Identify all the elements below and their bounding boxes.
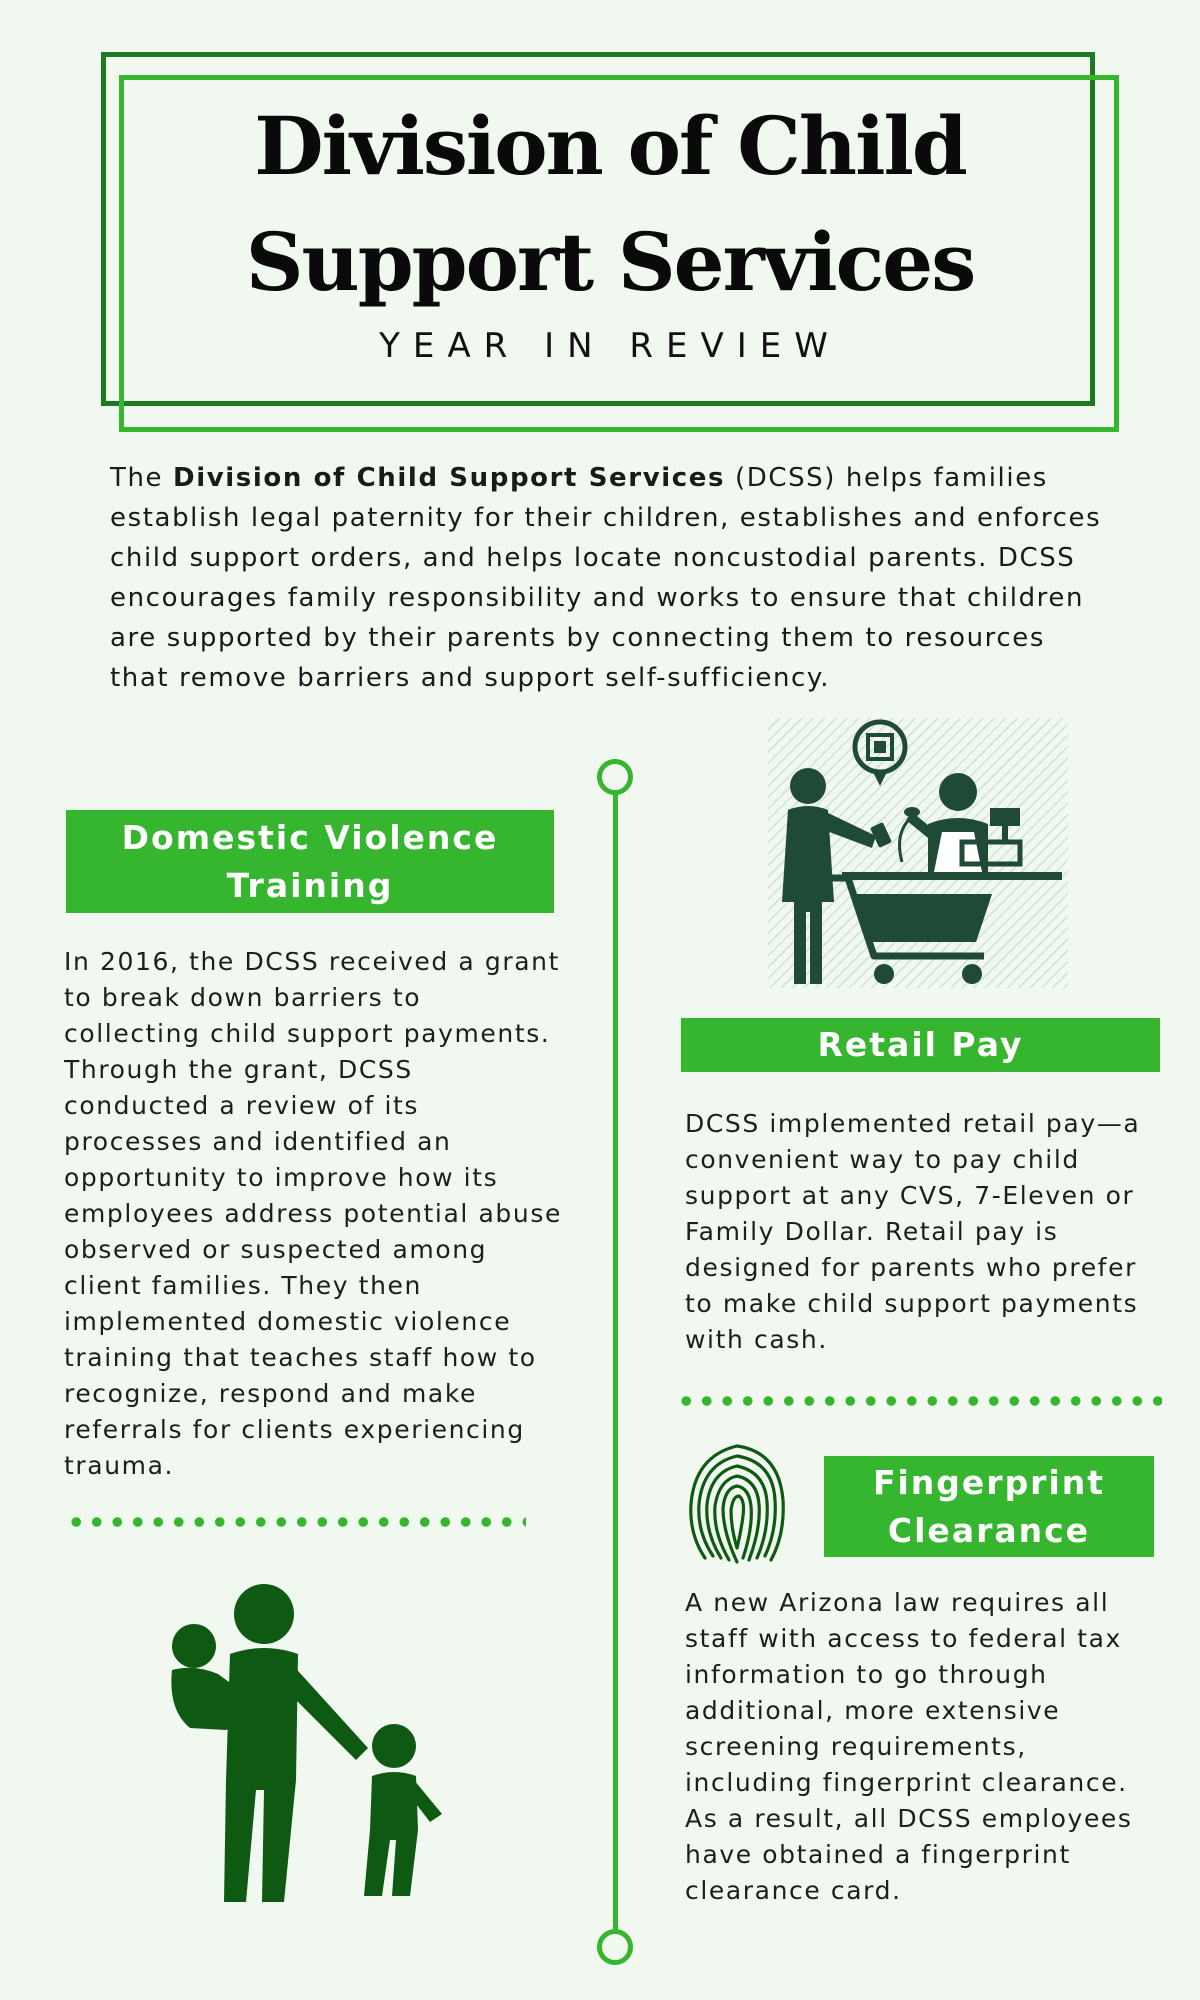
fingerprint-icon xyxy=(685,1438,789,1572)
domestic-violence-body: In 2016, the DCSS received a grant to break down barriers to collecting child support payments. Through the grant, DCSS conducted a review of its processes and identified an opportunity to improve how its employees address potential abuse observed or suspected among client families. They then implemented domestic violence training that teaches staff how to recognize, respond and make referrals for clients experiencing trauma. xyxy=(64,947,562,1480)
page-subtitle: YEAR IN REVIEW xyxy=(379,326,841,366)
dotted-divider-left xyxy=(66,1517,526,1527)
fingerprint-heading-line2: Clearance xyxy=(887,1510,1091,1550)
intro-paragraph xyxy=(110,458,1110,698)
intro-lead: The xyxy=(110,463,174,493)
domestic-violence-heading-line1: Domestic Violence xyxy=(121,817,499,857)
family-icon xyxy=(160,1570,460,1910)
timeline-line xyxy=(613,790,618,1940)
timeline-top-node xyxy=(597,759,633,795)
intro-rest: (DCSS) helps families establish legal paternity for their children, establishes and enforces child support orders, and helps locate noncustodial parents. DCSS encourages family responsibility and works to ensure that children are supported by their parents by connecting them to resources that remove barriers and support self-sufficiency. xyxy=(110,463,1102,693)
retail-pay-header: Retail Pay xyxy=(681,1018,1160,1072)
domestic-violence-heading-line2: Training xyxy=(226,865,394,905)
retail-pay-body: DCSS implemented retail pay—a convenient way to pay child support at any CVS, 7-Eleven or Family Dollar. Retail pay is designed for parents who prefer to make child support payments with cash. xyxy=(685,1109,1141,1354)
fingerprint-header xyxy=(824,1456,1154,1557)
page-title-line1: Division of Child xyxy=(254,99,966,193)
intro-bold: Division of Child Support Services xyxy=(173,463,726,493)
dotted-divider-right xyxy=(676,1396,1162,1406)
fingerprint-heading-line1: Fingerprint xyxy=(872,1462,1106,1502)
fingerprint-body: A new Arizona law requires all staff with access to federal tax information to go through additional, more extensive screening requirements, including fingerprint clearance. As a result, all DCSS employees have obtained a fingerprint clearance card. xyxy=(685,1588,1133,1905)
timeline-bottom-node xyxy=(597,1929,633,1965)
domestic-violence-header xyxy=(66,810,554,913)
shopping-cart-icon xyxy=(762,712,1072,992)
page-title-line2: Support Services xyxy=(245,215,975,309)
page-title xyxy=(150,88,1070,320)
